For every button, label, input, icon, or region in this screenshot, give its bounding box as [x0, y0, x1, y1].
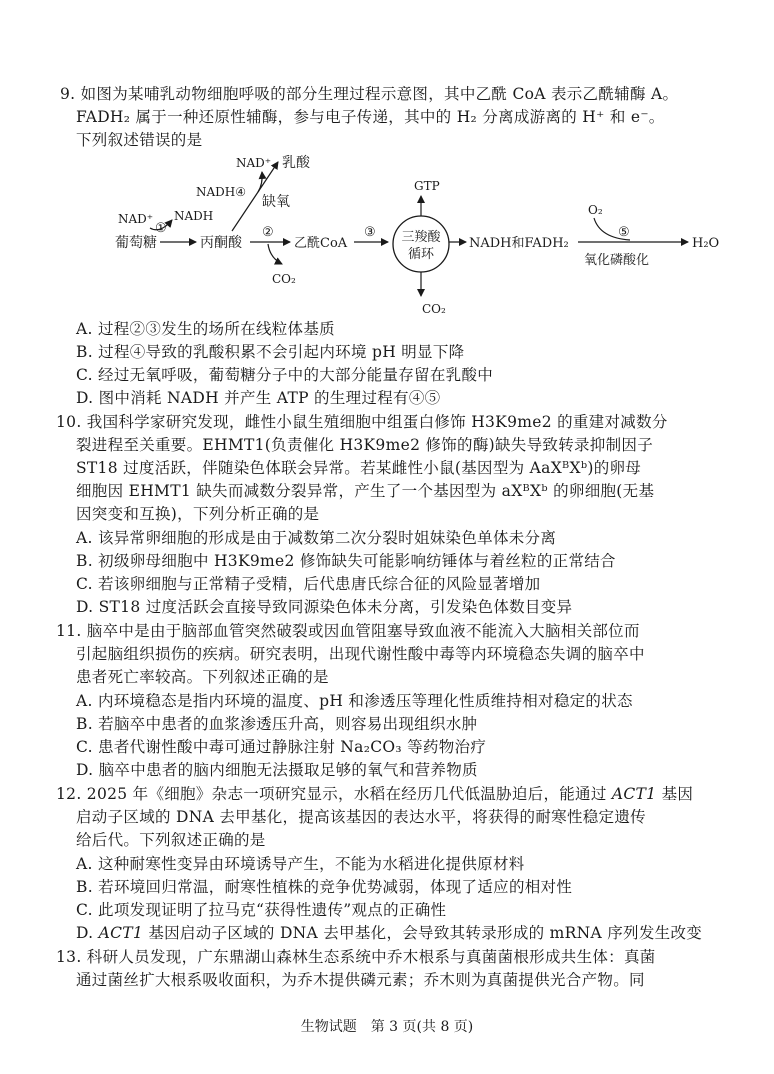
label-tca-2: 循环: [407, 247, 435, 262]
q13-stem-line1: 13. 科研人员发现，广东鼎湖山森林生态系统中乔木根系与真菌菌根形成共生体：真菌: [56, 948, 656, 966]
q9-stem-line3: 下列叙述错误的是: [76, 131, 203, 149]
label-step-2: ②: [262, 225, 274, 240]
label-nadh-fadh: NADH和FADH₂: [469, 236, 569, 251]
q13-stem-line2: 通过菌丝扩大根系吸收面积，为乔木提供磷元素；乔木则为真菌提供光合产物。同: [76, 971, 645, 989]
q10-option-b[interactable]: B. 初级卵母细胞中 H3K9me2 修饰缺失可能影响纺锤体与着丝粒的正常结合: [76, 552, 616, 570]
q9-option-a[interactable]: A. 过程②③发生的场所在线粒体基质: [76, 320, 335, 338]
q11-stem-line3: 患者死亡率较高。下列叙述正确的是: [76, 668, 329, 686]
label-tca-1: 三羧酸: [401, 230, 441, 245]
q9-stem-line1: 9. 如图为某哺乳动物细胞呼吸的部分生理过程示意图，其中乙酰 CoA 表示乙酰辅酶 A。: [60, 85, 679, 103]
q10-stem-line1: 10. 我国科学家研究发现，雌性小鼠生殖细胞中组蛋白修饰 H3K9me2 的重建对减数分: [56, 413, 668, 431]
label-lactate: 乳酸: [282, 155, 310, 171]
q11-stem-line2: 引起脑组织损伤的疾病。研究表明，出现代谢性酸中毒等内环境稳态失调的脑卒中: [76, 645, 645, 663]
q9-option-c[interactable]: C. 经过无氧呼吸，葡萄糖分子中的大部分能量存留在乳酸中: [76, 366, 494, 384]
q12-option-d-a: D.: [76, 924, 99, 942]
label-step-1: ①: [155, 221, 167, 236]
q12-option-d-b: 基因启动子区域的 DNA 去甲基化，会导致其转录形成的 mRNA 序列发生改变: [143, 924, 703, 942]
page-footer: 生物试题 第 3 页(共 8 页): [300, 1019, 474, 1035]
q11-option-d[interactable]: D. 脑卒中患者的脑内细胞无法摄取足够的氧气和营养物质: [76, 761, 478, 779]
q10-option-c[interactable]: C. 若该卵细胞与正常精子受精，后代患唐氏综合征的风险显著增加: [76, 575, 541, 593]
q10-stem-line3: ST18 过度活跃，伴随染色体联会异常。若某雌性小鼠(基因型为 AaXᴮXᵇ)的卵母: [76, 459, 642, 477]
label-nad-left: NAD⁺: [118, 212, 154, 226]
q11-stem-line1: 11. 脑卒中是由于脑部血管突然破裂或因血管阻塞导致血液不能流入大脑相关部位而: [56, 622, 640, 640]
q10-stem-line2: 裂进程至关重要。EHMT1(负责催化 H3K9me2 修饰的酶)缺失导致转录抑制因子: [76, 436, 654, 454]
label-water: H₂O: [692, 236, 720, 251]
q12-option-a[interactable]: A. 这种耐寒性变异由环境诱导产生，不能为水稻进化提供原材料: [76, 855, 525, 873]
label-glucose: 葡萄糖: [115, 235, 157, 251]
q10-stem-line4: 细胞因 EHMT1 缺失而减数分裂异常，产生了一个基因型为 aXᴮXᵇ 的卵细胞(无基: [76, 482, 655, 500]
q12-stem-line3: 给后代。下列叙述正确的是: [76, 831, 266, 849]
q9-option-d[interactable]: D. 图中消耗 NADH 并产生 ATP 的生理过程有④⑤: [76, 389, 441, 407]
q9-option-b[interactable]: B. 过程④导致的乳酸积累不会引起内环境 pH 明显下降: [76, 343, 465, 361]
q12-gene-name: ACT1: [611, 785, 657, 803]
q10-stem-line5: 因突变和互换)，下列分析正确的是: [76, 505, 320, 523]
label-step-5: ⑤: [618, 225, 630, 240]
label-oxphos: 氧化磷酸化: [584, 253, 650, 268]
q10-option-a[interactable]: A. 该异常卵细胞的形成是由于减数第二次分裂时姐妹染色单体未分离: [76, 529, 557, 547]
respiration-diagram: [0, 148, 774, 318]
q11-option-c[interactable]: C. 患者代谢性酸中毒可通过静脉注射 Na₂CO₃ 等药物治疗: [76, 738, 487, 756]
label-nad-top: NAD⁺: [236, 156, 272, 170]
label-hypoxia: 缺氧: [262, 194, 290, 210]
q12-option-d[interactable]: [76, 922, 702, 944]
q12-option-d-gene: ACT1: [98, 924, 144, 942]
q11-option-a[interactable]: A. 内环境稳态是指内环境的温度、pH 和渗透压等理化性质维持相对稳定的状态: [76, 692, 633, 710]
q12-option-c[interactable]: C. 此项发现证明了拉马克“获得性遗传”观点的正确性: [76, 901, 447, 919]
label-gtp: GTP: [414, 179, 440, 193]
label-pyruvate: 丙酮酸: [200, 235, 242, 251]
label-nadh-1: NADH: [174, 209, 214, 223]
label-co2-b: CO₂: [422, 302, 446, 316]
label-step-3: ③: [364, 225, 376, 240]
q12-stem-line1-a: 12. 2025 年《细胞》杂志一项研究显示，水稻在经历几代低温胁迫后，能通过: [56, 785, 612, 803]
q10-option-d[interactable]: D. ST18 过度活跃会直接导致同源染色体未分离，引发染色体数目变异: [76, 598, 573, 616]
arrow-co2-release-a: [268, 244, 282, 264]
q12-stem-line1: [56, 783, 693, 805]
label-o2: O₂: [588, 203, 603, 217]
q12-stem-line2: 启动子区域的 DNA 去甲基化，提高该基因的表达水平，将获得的耐寒性稳定遗传: [76, 808, 646, 826]
q11-option-b[interactable]: B. 若脑卒中患者的血浆渗透压升高，则容易出现组织水肿: [76, 715, 478, 733]
label-acetylcoa: 乙酰CoA: [294, 236, 348, 251]
q12-stem-line1-b: 基因: [656, 785, 694, 803]
label-co2-a: CO₂: [272, 272, 296, 286]
q12-option-b[interactable]: B. 若环境回归常温，耐寒性植株的竞争优势减弱，体现了适应的相对性: [76, 878, 573, 896]
q9-stem-line2: FADH₂ 属于一种还原性辅酶，参与电子传递，其中的 H₂ 分离成游离的 H⁺ 和 e⁻。: [76, 108, 665, 126]
label-nadh-4: NADH④: [196, 185, 247, 199]
